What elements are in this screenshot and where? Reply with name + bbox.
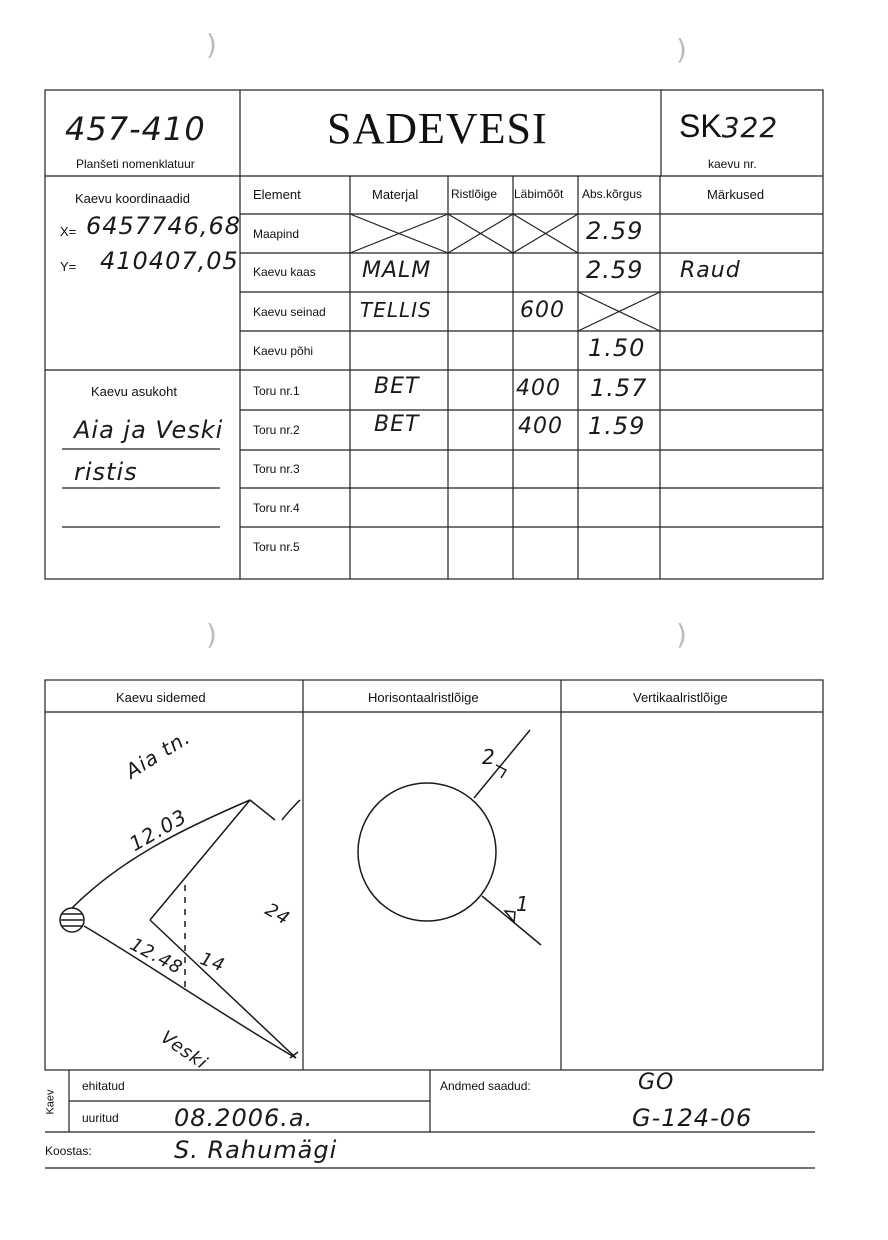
annotation-dist3: 14 bbox=[197, 948, 228, 977]
row-element-ground: Maapind bbox=[253, 227, 300, 241]
sketch-header-connections: Kaevu sidemed bbox=[116, 690, 206, 705]
column-header-material: Materjal bbox=[372, 187, 419, 202]
row-element-walls: Kaevu seinad bbox=[253, 305, 326, 319]
row-diameter-pipe2: 400 bbox=[518, 414, 563, 439]
surveyed-label: uuritud bbox=[82, 1111, 119, 1125]
row-element-pipe5: Toru nr.5 bbox=[253, 540, 300, 554]
punch-mark: ) bbox=[676, 618, 687, 651]
well-number-value: 322 bbox=[721, 111, 779, 144]
row-diameter-pipe1: 400 bbox=[516, 376, 561, 401]
y-label: Y= bbox=[60, 259, 77, 274]
column-header-diameter: Läbimõõt bbox=[514, 187, 564, 201]
punch-mark: ) bbox=[676, 33, 687, 66]
x-label: X= bbox=[60, 224, 77, 239]
row-abs-lid: 2.59 bbox=[586, 256, 644, 284]
x-value: 6457746,68 bbox=[86, 212, 242, 240]
well-number-label: kaevu nr. bbox=[708, 157, 757, 171]
nomenclature-value: 457-410 bbox=[65, 110, 206, 148]
annotation-dist1: 12.03 bbox=[125, 804, 192, 856]
annotation-pipe2: 2 bbox=[482, 745, 496, 769]
author-signature: S. Rahumägi bbox=[174, 1136, 338, 1164]
location-label: Kaevu asukoht bbox=[91, 384, 178, 399]
nomenclature-label: Planšeti nomenklatuur bbox=[76, 157, 195, 171]
row-element-lid: Kaevu kaas bbox=[253, 265, 316, 279]
row-abs-bottom: 1.50 bbox=[588, 334, 646, 362]
location-line1: Aia ja Veski bbox=[74, 416, 224, 444]
annotation-dist4: 24 bbox=[261, 899, 294, 930]
sketch-header-vertical: Vertikaalristlõige bbox=[633, 690, 728, 705]
data-received-value2: G-124-06 bbox=[632, 1104, 753, 1132]
row-element-pipe4: Toru nr.4 bbox=[253, 501, 300, 515]
annotation-street1: Aia tn. bbox=[121, 724, 195, 784]
well-prefix: SK bbox=[679, 108, 722, 144]
column-header-cross-section: Ristlõige bbox=[451, 187, 498, 201]
punch-mark: ) bbox=[206, 618, 217, 651]
y-value: 410407,05 bbox=[100, 247, 239, 275]
row-abs-ground: 2.59 bbox=[586, 217, 644, 245]
column-header-element: Element bbox=[253, 187, 301, 202]
row-material-pipe1: BET bbox=[374, 374, 420, 399]
row-material-pipe2: BET bbox=[374, 412, 420, 437]
row-notes-lid: Raud bbox=[680, 258, 741, 283]
row-material-lid: MALM bbox=[362, 258, 432, 283]
footer-side-label: Kaev bbox=[44, 1089, 57, 1115]
annotation-pipe1: 1 bbox=[516, 892, 530, 916]
coordinates-label: Kaevu koordinaadid bbox=[75, 191, 190, 206]
location-line2: ristis bbox=[74, 458, 138, 486]
column-header-notes: Märkused bbox=[707, 187, 765, 202]
built-label: ehitatud bbox=[82, 1079, 125, 1093]
row-abs-pipe2: 1.59 bbox=[588, 412, 646, 440]
data-received-value1: GO bbox=[638, 1070, 675, 1095]
annotation-dist2: 12.48 bbox=[126, 933, 187, 980]
punch-mark: ) bbox=[206, 28, 217, 61]
row-material-walls: TELLIS bbox=[360, 298, 432, 322]
row-abs-pipe1: 1.57 bbox=[590, 374, 648, 402]
surveyed-value: 08.2006.a. bbox=[174, 1104, 314, 1132]
row-element-bottom: Kaevu põhi bbox=[253, 344, 314, 358]
column-header-abs-height: Abs.kõrgus bbox=[582, 187, 643, 201]
annotation-street2: Veski bbox=[156, 1026, 212, 1075]
row-element-pipe1: Toru nr.1 bbox=[253, 384, 300, 398]
sketch-header-horizontal: Horisontaalristlõige bbox=[368, 690, 479, 705]
row-element-pipe3: Toru nr.3 bbox=[253, 462, 300, 476]
page-title: SADEVESI bbox=[327, 104, 548, 153]
data-received-label: Andmed saadud: bbox=[440, 1079, 531, 1093]
author-label: Koostas: bbox=[45, 1144, 92, 1158]
row-diameter-walls: 600 bbox=[520, 298, 565, 323]
row-element-pipe2: Toru nr.2 bbox=[253, 423, 300, 437]
